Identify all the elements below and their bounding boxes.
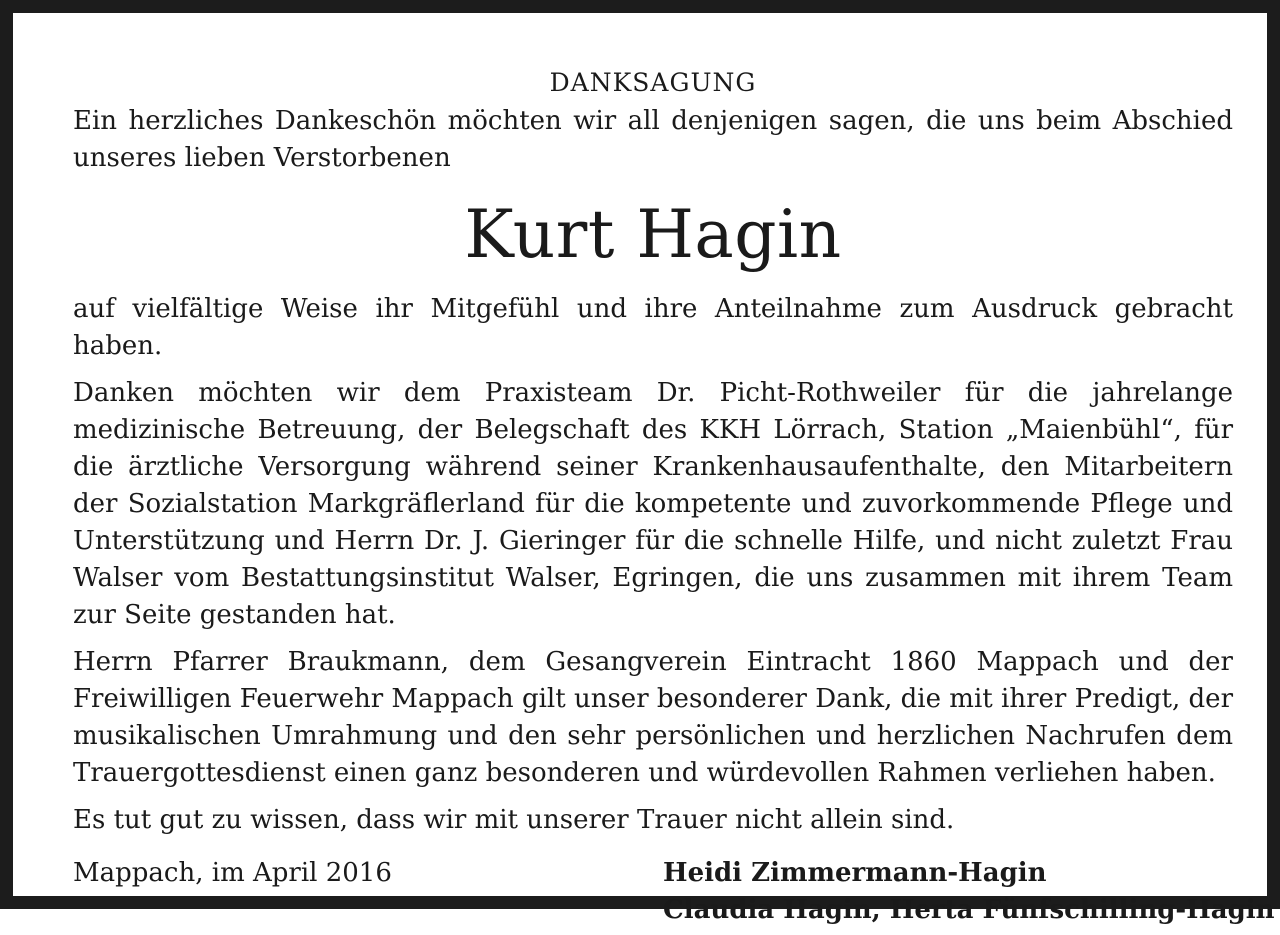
signer-line: Claudia Hagin, Herta Fünfschilling-Hagin bbox=[663, 895, 1275, 925]
deceased-name: Kurt Hagin bbox=[464, 196, 842, 273]
signers bbox=[663, 855, 1275, 929]
notice-content bbox=[73, 63, 1275, 935]
signer-line: Heidi Zimmermann-Hagin bbox=[663, 858, 1047, 888]
closing-text: Es tut gut zu wissen, dass wir mit unserer Trauer nicht allein sind. bbox=[73, 805, 955, 835]
place-date: Mappach, im April 2016 bbox=[73, 858, 392, 888]
notice-footer bbox=[73, 855, 1275, 935]
thanks-paragraph-1: Danken möchten wir dem Praxisteam Dr. Picht-Rothweiler für die jahrelange medizinische Betreuung, der Belegschaft des KKH Lörrach, Station „Maienbühl“, für die ärztliche Versorgung während seiner Krankenhausaufenthalte, den Mitarbeitern der Sozialstation Markgräflerland für die kompetente und zuvorkommende Pflege und Unterstützung und Herrn Dr. J. Gieringer für die schnelle Hilfe, und nicht zuletzt Frau Walser vom Bestattungsinstitut Walser, Egringen, die uns zusammen mit ihrem Team zur Seite gestanden hat. bbox=[73, 378, 1233, 630]
thanks-paragraph-2: Herrn Pfarrer Braukmann, dem Gesangverein Eintracht 1860 Mappach und der Freiwilligen Feuerwehr Mappach gilt unser besonderer Dank, die mit ihrer Predigt, der musikalischen Umrahmung und den sehr persönlichen und herzlichen Nachrufen dem Trauergottesdienst einen ganz besonderen und würdevollen Rahmen verliehen haben. bbox=[73, 647, 1233, 788]
after-name-text: auf vielfältige Weise ihr Mitgefühl und ihre Anteilnahme zum Ausdruck gebracht haben. bbox=[73, 294, 1233, 361]
intro-text: Ein herzliches Dankeschön möchten wir all denjenigen sagen, die uns beim Abschied unseres lieben Verstorbenen bbox=[73, 106, 1233, 173]
notice-heading: DANKSAGUNG bbox=[549, 68, 757, 97]
